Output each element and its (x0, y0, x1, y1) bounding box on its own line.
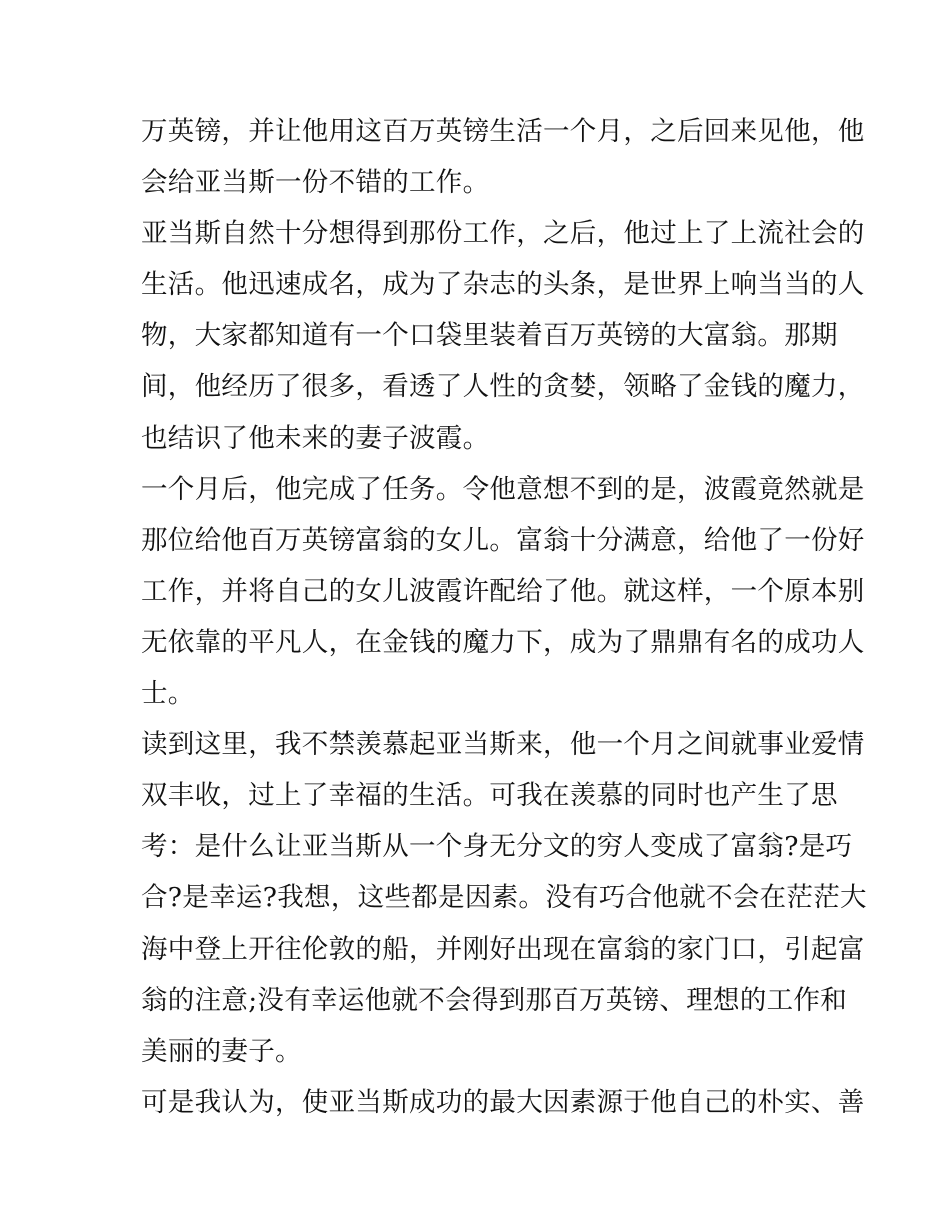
body-text (141, 106, 867, 1128)
text-line: 翁的注意;没有幸运他就不会得到那百万英镑、理想的工作和 (141, 984, 848, 1016)
text-line: 海中登上开往伦敦的船，并刚好出现在富翁的家门口，引起富 (141, 933, 865, 965)
text-line: 也结识了他未来的妻子波霞。 (141, 422, 490, 454)
text-line: 可是我认为，使亚当斯成功的最大因素源于他自己的朴实、善 (141, 1086, 865, 1118)
text-line: 物，大家都知道有一个口袋里装着百万英镑的大富翁。那期 (141, 320, 838, 352)
text-line: 士。 (141, 678, 195, 710)
text-line: 读到这里，我不禁羡慕起亚当斯来，他一个月之间就事业爱情 (141, 729, 865, 761)
text-line: 一个月后，他完成了任务。令他意想不到的是，波霞竟然就是 (141, 473, 865, 505)
text-line: 生活。他迅速成名，成为了杂志的头条，是世界上响当当的人 (141, 269, 865, 301)
text-line: 会给亚当斯一份不错的工作。 (141, 167, 490, 199)
text-line: 万英镑，并让他用这百万英镑生活一个月，之后回来见他，他 (141, 116, 865, 147)
text-line: 考：是什么让亚当斯从一个身无分文的穷人变成了富翁?是巧 (141, 831, 853, 863)
text-line: 双丰收，过上了幸福的生活。可我在羡慕的同时也产生了思 (141, 780, 838, 812)
text-line: 间，他经历了很多，看透了人性的贪婪，领略了金钱的魔力， (141, 371, 865, 403)
text-line: 亚当斯自然十分想得到那份工作，之后，他过上了上流社会的 (141, 218, 865, 250)
text-line: 工作，并将自己的女儿波霞许配给了他。就这样，一个原本别 (141, 575, 865, 607)
text-line: 无依靠的平凡人，在金钱的魔力下，成为了鼎鼎有名的成功人 (141, 626, 865, 658)
text-line: 那位给他百万英镑富翁的女儿。富翁十分满意，给他了一份好 (141, 524, 865, 556)
text-line: 美丽的妻子。 (141, 1035, 302, 1067)
text-line: 合?是幸运?我想，这些都是因素。没有巧合他就不会在茫茫大 (141, 882, 867, 914)
